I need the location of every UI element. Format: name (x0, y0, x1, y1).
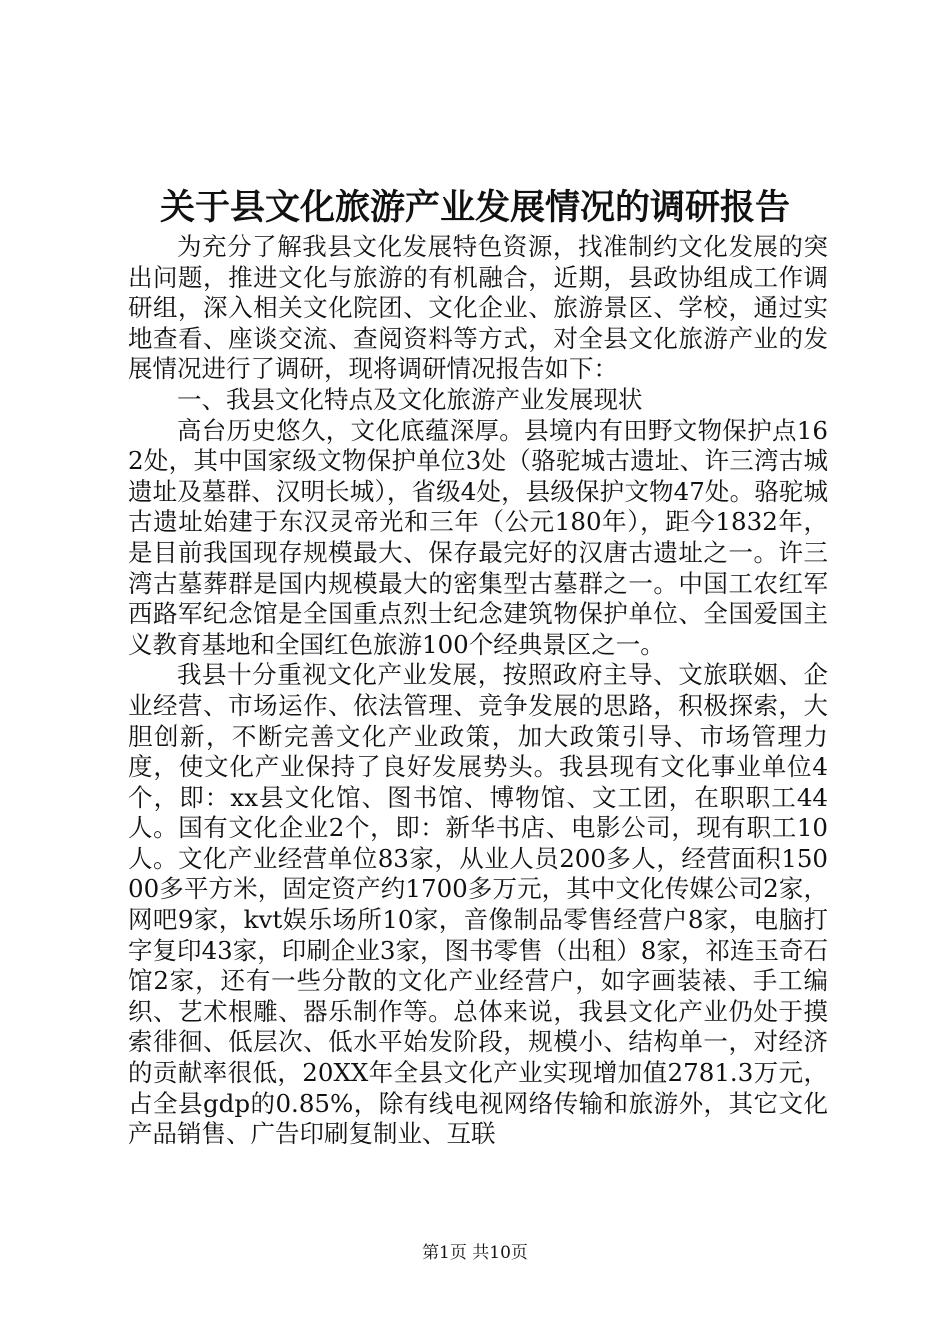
section-heading: 一、我县文化特点及文化旅游产业发展现状 (177, 384, 643, 414)
paragraph-history: 高台历史悠久，文化底蕴深厚。县境内有田野文物保护点162处，其中国家级文物保护单位3处（骆驼城古遗址、许三湾古城遗址及墓群、汉明长城），省级4处，县级保护文物47处。骆驼城古遗址始建于东汉灵帝光和三年（公元180年），距今1832年，是目前我国现存规模最大、保存最完好的汉唐古遗址之一。许三湾古墓葬群是国内规模最大的密集型古墓群之一。中国工农红军西路军纪念馆是全国重点烈士纪念建筑物保护单位、全国爱国主义教育基地和全国红色旅游100个经典景区之一。 (128, 415, 828, 659)
document-title: 关于县文化旅游产业发展情况的调研报告 (159, 188, 790, 228)
page-number: 第1页 共10页 (422, 1243, 528, 1263)
paragraph-industry: 我县十分重视文化产业发展，按照政府主导、文旅联姻、企业经营、市场运作、依法管理、竞争发展的思路，积极探索，大胆创新，不断完善文化产业政策，加大政策引导、市场管理力度，使文化产业保持了良好发展势头。我县现有文化事业单位4个，即：xx县文化馆、图书馆、博物馆、文工团，在职职工44人。国有文化企业2个，即：新华书店、电影公司，现有职工10人。文化产业经营单位83家，从业人员200多人，经营面积15000多平方米，固定资产约1700多万元，其中文化传媒公司2家，网吧9家，kvt娱乐场所10家，音像制品零售经营户8家，电脑打字复印43家，印刷企业3家，图书零售（出租）8家，祁连玉奇石馆2家，还有一些分散的文化产业经营户，如字画装裱、手工编织、艺术根雕、器乐制作等。总体来说，我县文化产业仍处于摸索徘徊、低层次、低水平始发阶段，规模小、结构单一，对经济的贡献率很低，20XX年全县文化产业实现增加值2781.3万元，占全县gdp的0.85%，除有线电视网络传输和旅游外，其它文化产品销售、广告印刷复制业、互联 (128, 660, 828, 1149)
document-body (128, 232, 828, 1150)
paragraph-intro: 为充分了解我县文化发展特色资源，找准制约文化发展的突出问题，推进文化与旅游的有机融合，近期，县政协组成工作调研组，深入相关文化院团、文化企业、旅游景区、学校，通过实地查看、座谈交流、查阅资料等方式，对全县文化旅游产业的发展情况进行了调研，现将调研情况报告如下： (128, 232, 828, 384)
